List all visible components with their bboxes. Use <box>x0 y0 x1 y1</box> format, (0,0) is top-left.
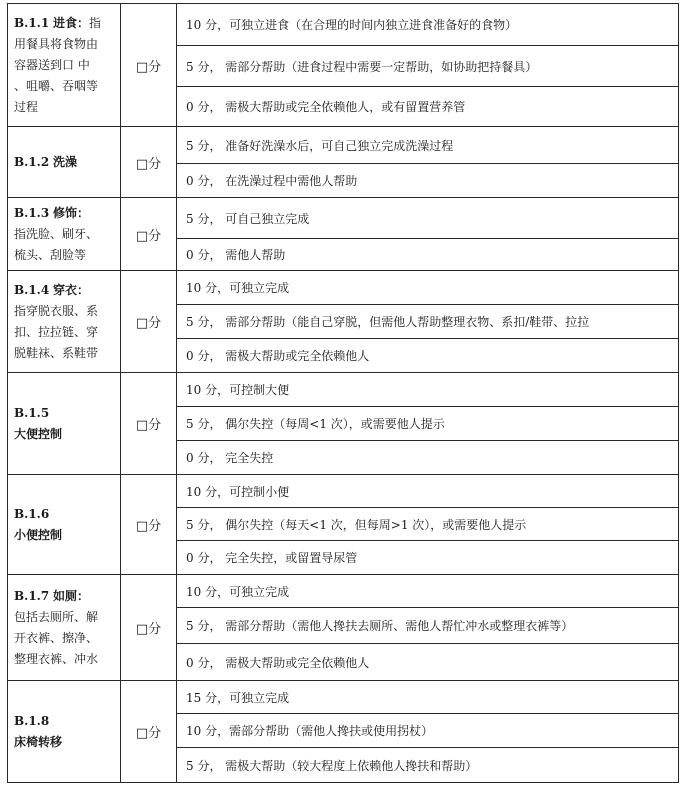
item-code: B.1.4 <box>14 282 50 297</box>
score-field[interactable]: □分 <box>135 156 162 172</box>
option-row: 0 分， 需他人帮助 <box>186 248 286 262</box>
score-field[interactable]: □分 <box>135 418 162 433</box>
option-row: 0 分， 完全失控，或留置导尿管 <box>186 551 358 565</box>
item-description: 容器送到口 中 <box>14 57 90 72</box>
item-code: B.1.8 <box>14 713 50 728</box>
option-row: 5 分， 偶尔失控（每周<1 次），或需要他人提示 <box>186 417 445 431</box>
item-label-toileting <box>8 575 120 680</box>
item-code: B.1.5 <box>14 405 50 420</box>
item-name: 大便控制 <box>14 426 63 441</box>
item-name: 如厕： <box>53 588 90 603</box>
option-row: 5 分， 需极大帮助（较大程度上依赖他人搀扶和帮助） <box>186 758 478 773</box>
option-row: 10 分，可独立进食（在合理的时间内独立进食准备好的食物） <box>186 18 518 32</box>
item-code: B.1.1 <box>14 15 50 30</box>
item-label-bladder-control <box>8 475 120 574</box>
option-row: 0 分， 在洗澡过程中需他人帮助 <box>186 174 358 188</box>
item-label-bathing <box>8 127 120 197</box>
item-code: B.1.6 <box>14 506 50 521</box>
item-code: B.1.3 <box>14 205 50 220</box>
option-row: 0 分， 需极大帮助或完全依赖他人 <box>186 349 370 363</box>
item-label-eating <box>8 4 120 126</box>
option-row: 10 分，可控制小便 <box>186 484 290 499</box>
option-row: 0 分， 完全失控 <box>186 451 274 465</box>
item-description: 过程 <box>14 99 39 114</box>
item-name: 进食： <box>53 15 90 30</box>
item-name: 小便控制 <box>14 527 63 542</box>
item-label-dressing <box>8 271 120 372</box>
item-code: B.1.2 <box>14 154 50 169</box>
item-description: 、咀嚼、吞咽等 <box>14 78 99 93</box>
item-name: 修饰： <box>53 205 90 220</box>
option-row: 5 分， 需部分帮助（需他人搀扶去厕所、需他人帮忙冲水或整理衣裤等） <box>186 619 574 633</box>
item-description: 包括去厕所、解 <box>14 609 99 624</box>
item-description: 用餐具将食物由 <box>14 36 99 51</box>
option-row: 5 分， 可自己独立完成 <box>186 211 310 226</box>
item-label-bowel-control <box>8 373 120 474</box>
item-description: 脱鞋袜、系鞋带 <box>14 345 99 360</box>
option-row: 5 分， 偶尔失控（每天<1 次，但每周>1 次），或需要他人提示 <box>186 517 527 532</box>
option-row: 5 分， 需部分帮助（进食过程中需要一定帮助，如协助把持餐具） <box>186 59 538 74</box>
score-field[interactable]: □分 <box>135 316 162 331</box>
option-row: 15 分，可独立完成 <box>186 690 290 705</box>
item-description: 梳头、刮脸等 <box>14 247 87 262</box>
item-name: 床椅转移 <box>14 734 63 749</box>
item-description: 整理衣裤、冲水 <box>14 651 99 666</box>
option-row: 5 分， 准备好洗澡水后，可自己独立完成洗澡过程 <box>186 138 454 153</box>
option-row: 5 分， 需部分帮助（能自己穿脱，但需他人帮助整理衣物、系扣/鞋带、拉拉 <box>186 315 590 329</box>
item-description: 指洗脸、刷牙、 <box>14 226 99 241</box>
item-label-transfer <box>8 681 120 782</box>
score-field[interactable]: □分 <box>135 59 162 75</box>
item-code: B.1.7 <box>14 588 50 603</box>
score-field[interactable]: □分 <box>135 726 162 741</box>
item-description: 开衣裤、擦净、 <box>14 630 99 645</box>
score-field[interactable]: □分 <box>135 622 162 637</box>
item-description: 指 <box>89 15 102 30</box>
option-row: 10 分，需部分帮助（需他人搀扶或使用拐杖） <box>186 724 434 738</box>
score-field[interactable]: □分 <box>135 519 162 534</box>
option-row: 10 分，可独立完成 <box>186 281 290 295</box>
option-row: 10 分，可控制大便 <box>186 383 290 397</box>
option-row: 10 分，可独立完成 <box>186 584 290 599</box>
item-name: 洗澡 <box>53 154 78 169</box>
option-row: 0 分， 需极大帮助或完全依赖他人 <box>186 655 370 670</box>
item-name: 穿衣： <box>53 282 90 297</box>
item-description: 指穿脱衣服、系 <box>14 303 99 318</box>
option-row: 0 分， 需极大帮助或完全依赖他人，或有留置营养管 <box>186 100 466 114</box>
item-description: 扣、拉拉链、穿 <box>14 324 99 339</box>
score-field[interactable]: □分 <box>135 228 162 244</box>
item-label-grooming <box>8 198 120 270</box>
table-border-bottom <box>7 782 679 783</box>
